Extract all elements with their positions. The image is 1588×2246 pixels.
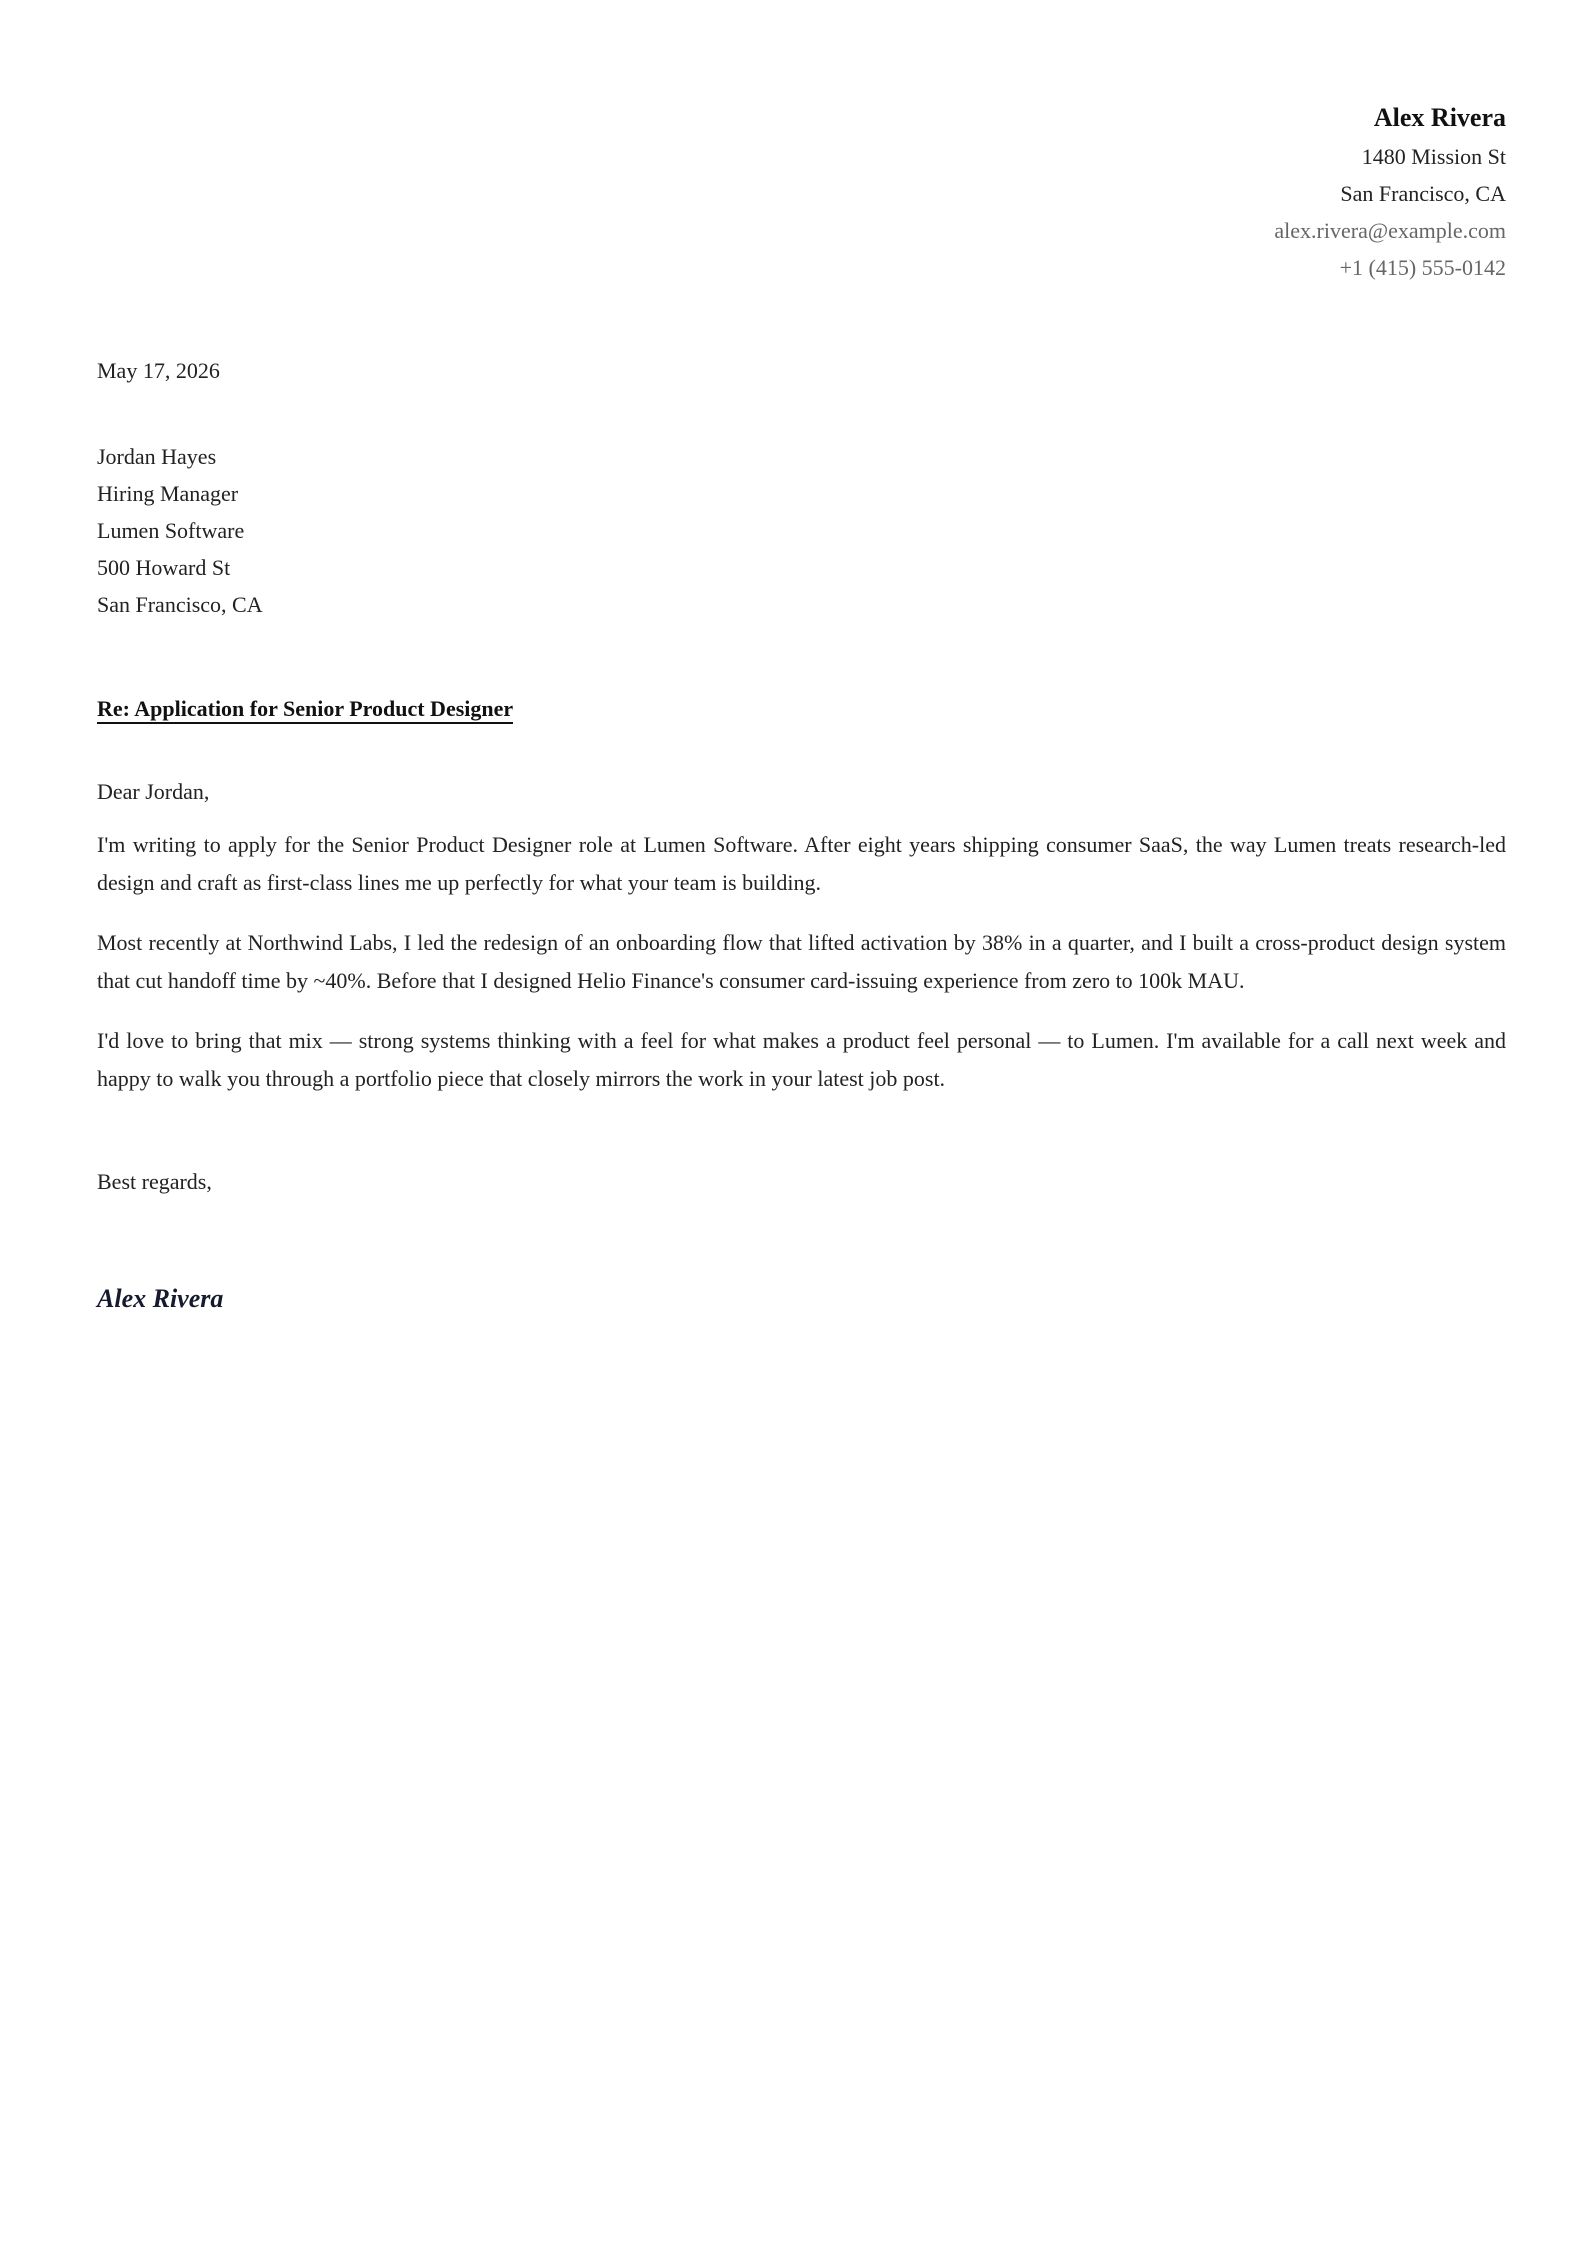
sender-name: Alex Rivera [1373, 103, 1506, 132]
sender-address-line2: San Francisco, CA [1340, 181, 1506, 206]
subject-text: Re: Application for Senior Product Designer [97, 696, 513, 724]
recipient-address-line2: San Francisco, CA [97, 592, 263, 617]
subject-line [97, 690, 513, 727]
closing: Best regards, [97, 1169, 212, 1194]
recipient-name: Jordan Hayes [97, 444, 217, 469]
recipient-address-line1: 500 Howard St [97, 555, 231, 580]
letter-date: May 17, 2026 [97, 358, 220, 383]
letter-body [97, 773, 1506, 1120]
body-paragraph-2: Most recently at Northwind Labs, I led the redesign of an onboarding flow that lifted activation by 38% in a quarter, and I built a cross-product design system that cut handoff time by ~40%. Before that I designed Helio Finance's consumer card-issuing experience from zero to 100k MAU. [97, 930, 1506, 993]
sender-phone: +1 (415) 555-0142 [1339, 255, 1506, 280]
signature: Alex Rivera [97, 1284, 224, 1313]
recipient-block [97, 438, 263, 623]
recipient-company: Lumen Software [97, 518, 245, 543]
cover-letter-page [97, 0, 1506, 2246]
body-paragraph-1: I'm writing to apply for the Senior Product Designer role at Lumen Software. After eight years shipping consumer SaaS, the way Lumen treats research-led design and craft as first-class lines me up perfectly for what your team is building. [97, 832, 1506, 895]
body-paragraph-3: I'd love to bring that mix — strong systems thinking with a feel for what makes a product feel personal — to Lumen. I'm available for a call next week and happy to walk you through a portfolio piece that closely mirrors the work in your latest job post. [97, 1028, 1506, 1091]
sender-block [1274, 98, 1506, 286]
sender-address-line1: 1480 Mission St [1361, 144, 1506, 169]
salutation: Dear Jordan, [97, 779, 210, 804]
recipient-title: Hiring Manager [97, 481, 239, 506]
sender-email: alex.rivera@example.com [1274, 218, 1506, 243]
